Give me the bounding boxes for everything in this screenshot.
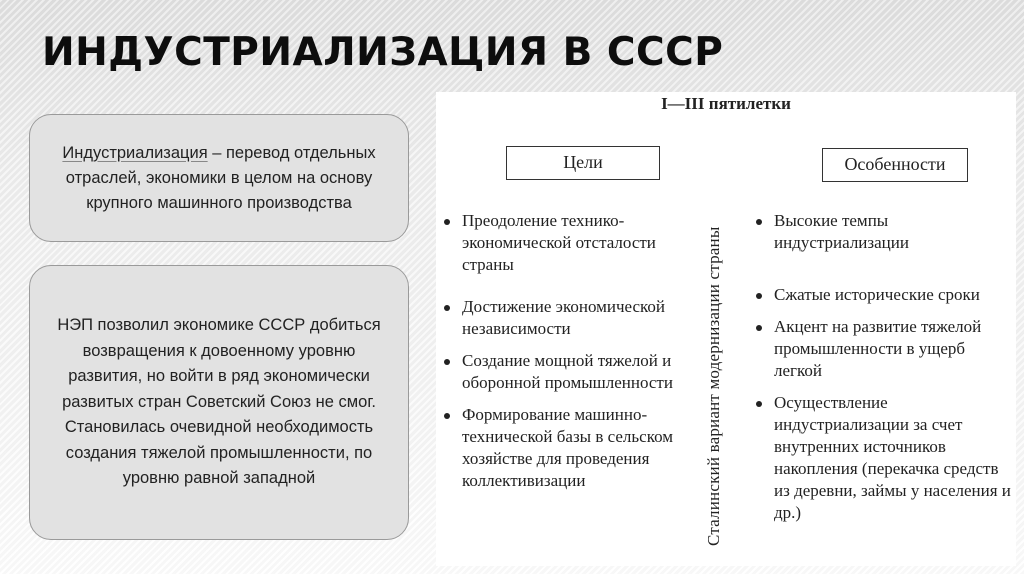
definition-box <box>29 114 409 242</box>
bullet-icon <box>756 219 762 225</box>
definition-text <box>54 141 384 216</box>
feature-item: Осуществление индустриализации за счет внутренних источников накопления (перекачка средств из деревни, займы у населения и др.) <box>754 392 1016 524</box>
bullet-icon <box>756 401 762 407</box>
slide-title: ИНДУСТРИАЛИЗАЦИЯ В СССР <box>42 30 724 75</box>
bullet-icon <box>444 359 450 365</box>
five-year-plans-panel <box>436 92 1016 566</box>
goal-item: Преодоление технико-экономической отсталости страны <box>442 210 692 276</box>
panel-title: I—III пятилетки <box>661 94 791 113</box>
nep-note-box <box>29 265 409 540</box>
feature-item: Сжатые исторические сроки <box>754 284 1016 306</box>
features-header: Особенности <box>822 148 968 182</box>
nep-note-text: НЭП позволил экономике СССР добиться возвращения к довоенному уровню развития, но войти в ряд экономически развитых стран Советский Союз не смог. Становилась очевидной необходимость создания тяжелой промышленности, по уровню равной западной <box>57 316 381 488</box>
goal-item: Формирование машинно-технической базы в сельском хозяйстве для проведения коллективизации <box>442 404 692 492</box>
feature-item: Высокие темпы индустриализации <box>754 210 1016 254</box>
goals-list <box>442 210 692 492</box>
bullet-icon <box>444 413 450 419</box>
definition-term: Индустриализация <box>62 143 208 162</box>
goal-item: Достижение экономической независимости <box>442 296 692 340</box>
bullet-icon <box>756 293 762 299</box>
bullet-icon <box>756 325 762 331</box>
goals-header: Цели <box>506 146 660 180</box>
feature-item: Акцент на развитие тяжелой промышленности в ущерб легкой <box>754 316 1016 382</box>
bullet-icon <box>444 305 450 311</box>
goal-item: Создание мощной тяжелой и оборонной промышленности <box>442 350 692 394</box>
vertical-label: Сталинский вариант модернизации страны <box>704 226 723 546</box>
features-list <box>754 210 1016 524</box>
definition-body: – перевод отдельных отраслей, экономики в целом на основу крупного машинного производства <box>65 143 376 212</box>
bullet-icon <box>444 219 450 225</box>
